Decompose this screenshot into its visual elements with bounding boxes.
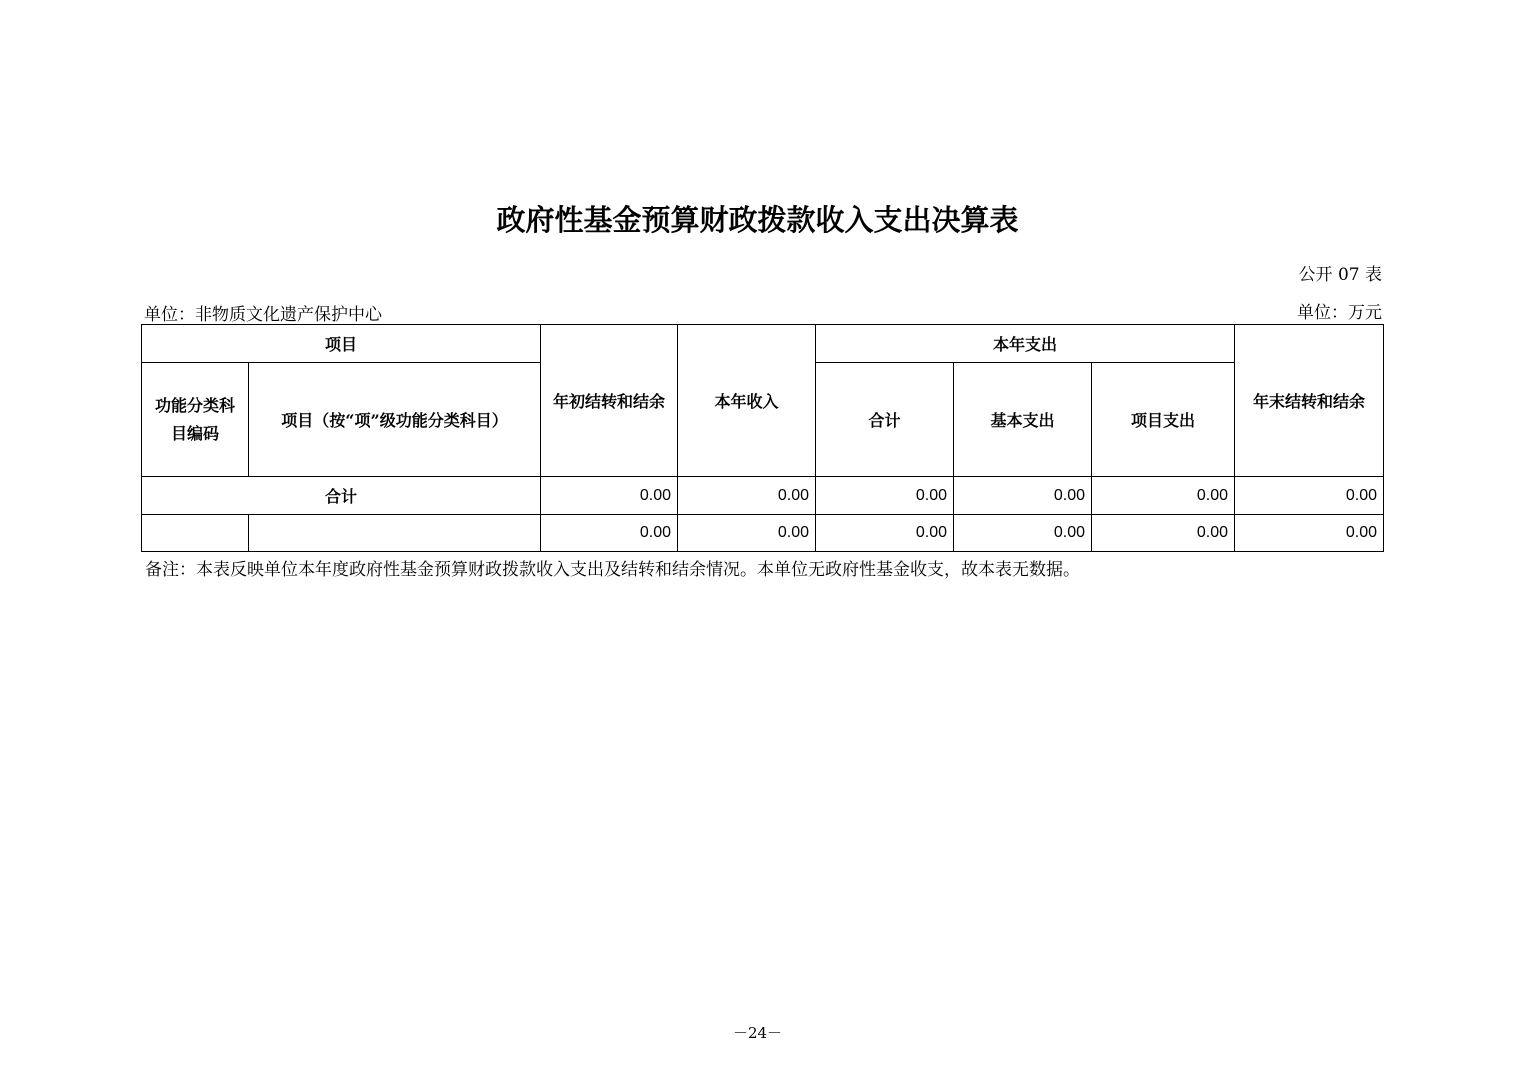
table-note: 备注：本表反映单位本年度政府性基金预算财政拨款收入支出及结转和结余情况。本单位无政府性基金收支，故本表无数据。 (145, 560, 1080, 580)
total-basic-expense: 0.00 (954, 477, 1092, 515)
table-row (142, 515, 1384, 552)
header-opening-balance: 年初结转和结余 (541, 325, 678, 477)
row-project-expense: 0.00 (1092, 515, 1235, 552)
header-basic-expense: 基本支出 (954, 363, 1092, 477)
unit-organization: 单位：非物质文化遗产保护中心 (144, 305, 382, 325)
header-item-name: 项目（按“项”级功能分类科目） (249, 363, 541, 477)
total-project-expense: 0.00 (1092, 477, 1235, 515)
total-label: 合计 (142, 477, 541, 515)
table-number: 公开 07 表 (1298, 265, 1382, 285)
header-income: 本年收入 (678, 325, 816, 477)
header-closing-balance: 年末结转和结余 (1235, 325, 1384, 477)
row-income: 0.00 (678, 515, 816, 552)
header-project-expense: 项目支出 (1092, 363, 1235, 477)
header-expense: 本年支出 (816, 325, 1235, 363)
unit-currency: 单位：万元 (1297, 303, 1382, 323)
row-item-name (249, 515, 541, 552)
header-item: 项目 (142, 325, 541, 363)
total-closing-balance: 0.00 (1235, 477, 1384, 515)
row-opening-balance: 0.00 (541, 515, 678, 552)
page-title: 政府性基金预算财政拨款收入支出决算表 (496, 203, 1019, 237)
total-expense-total: 0.00 (816, 477, 954, 515)
total-opening-balance: 0.00 (541, 477, 678, 515)
page-number: －24－ (732, 1024, 783, 1042)
header-func-code: 功能分类科目编码 (142, 363, 249, 477)
total-row (142, 477, 1384, 515)
total-income: 0.00 (678, 477, 816, 515)
header-expense-total: 合计 (816, 363, 954, 477)
header-row-1 (142, 325, 1384, 363)
row-expense-total: 0.00 (816, 515, 954, 552)
row-func-code (142, 515, 249, 552)
budget-table (141, 324, 1384, 552)
row-basic-expense: 0.00 (954, 515, 1092, 552)
row-closing-balance: 0.00 (1235, 515, 1384, 552)
